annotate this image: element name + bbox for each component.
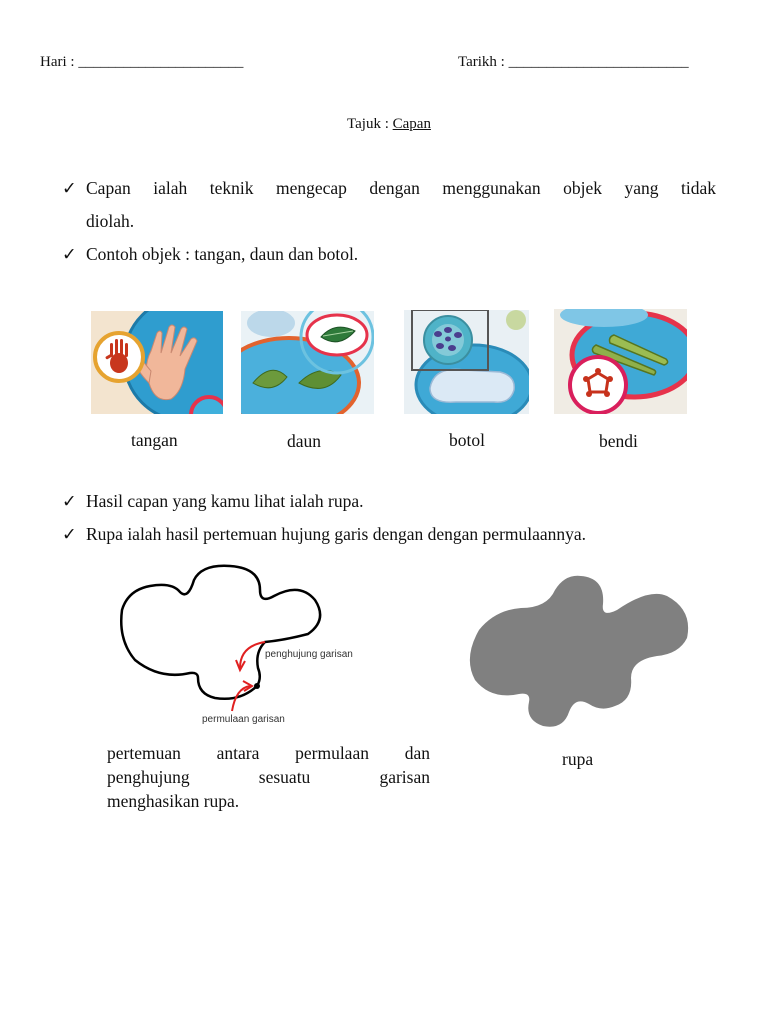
hari-blank: ______________________ bbox=[78, 54, 244, 70]
bullet-result bbox=[62, 485, 363, 518]
page-title bbox=[0, 116, 768, 133]
check-icon: ✓ bbox=[62, 244, 77, 264]
example-label-botol: botol bbox=[449, 430, 485, 450]
description-line2: penghujung sesuatu garisan bbox=[107, 767, 430, 787]
tarikh-blank: ________________________ bbox=[508, 54, 689, 70]
bullet-examples bbox=[62, 238, 358, 271]
meeting-point bbox=[254, 683, 260, 689]
title-prefix: Tajuk : bbox=[347, 116, 389, 132]
start-label: permulaan garisan bbox=[202, 714, 285, 725]
line-shape-diagram bbox=[110, 560, 380, 730]
definition-line1: Capan ialah teknik mengecap dengan menggunakan objek yang tidak bbox=[86, 178, 716, 198]
example-label-tangan: tangan bbox=[131, 430, 178, 450]
rupa-label: rupa bbox=[562, 749, 594, 769]
tarikh-label: Tarikh : bbox=[458, 54, 505, 70]
hari-label: Hari : bbox=[40, 54, 75, 70]
description-line3: menghasikan rupa. bbox=[107, 791, 240, 811]
example-label-bendi: bendi bbox=[599, 431, 638, 451]
check-icon: ✓ bbox=[62, 178, 77, 198]
description-line1: pertemuan antara permulaan dan bbox=[107, 743, 430, 763]
bullet-rupa-definition bbox=[62, 518, 586, 551]
check-icon: ✓ bbox=[62, 491, 77, 511]
definition-line2: diolah. bbox=[86, 211, 135, 231]
title-topic: Capan bbox=[392, 116, 431, 132]
closed-line bbox=[121, 566, 320, 699]
end-label: penghujung garisan bbox=[265, 649, 353, 660]
hari-field bbox=[40, 54, 243, 71]
bullet-definition bbox=[62, 172, 716, 238]
rupa-definition-text: Rupa ialah hasil pertemuan hujung garis dengan dengan permulaannya. bbox=[86, 524, 587, 544]
diagram-description bbox=[107, 741, 430, 813]
leaf-print-icon bbox=[241, 311, 374, 414]
rupa-shape bbox=[465, 574, 695, 734]
result-text: Hasil capan yang kamu lihat ialah rupa. bbox=[86, 491, 364, 511]
check-icon: ✓ bbox=[62, 524, 77, 544]
hand-print-icon bbox=[91, 311, 223, 414]
okra-print-icon bbox=[554, 309, 687, 414]
bottle-print-icon bbox=[404, 310, 529, 414]
example-label-daun: daun bbox=[287, 431, 322, 451]
examples-text: Contoh objek : tangan, daun dan botol. bbox=[86, 244, 359, 264]
tarikh-field bbox=[458, 54, 689, 71]
